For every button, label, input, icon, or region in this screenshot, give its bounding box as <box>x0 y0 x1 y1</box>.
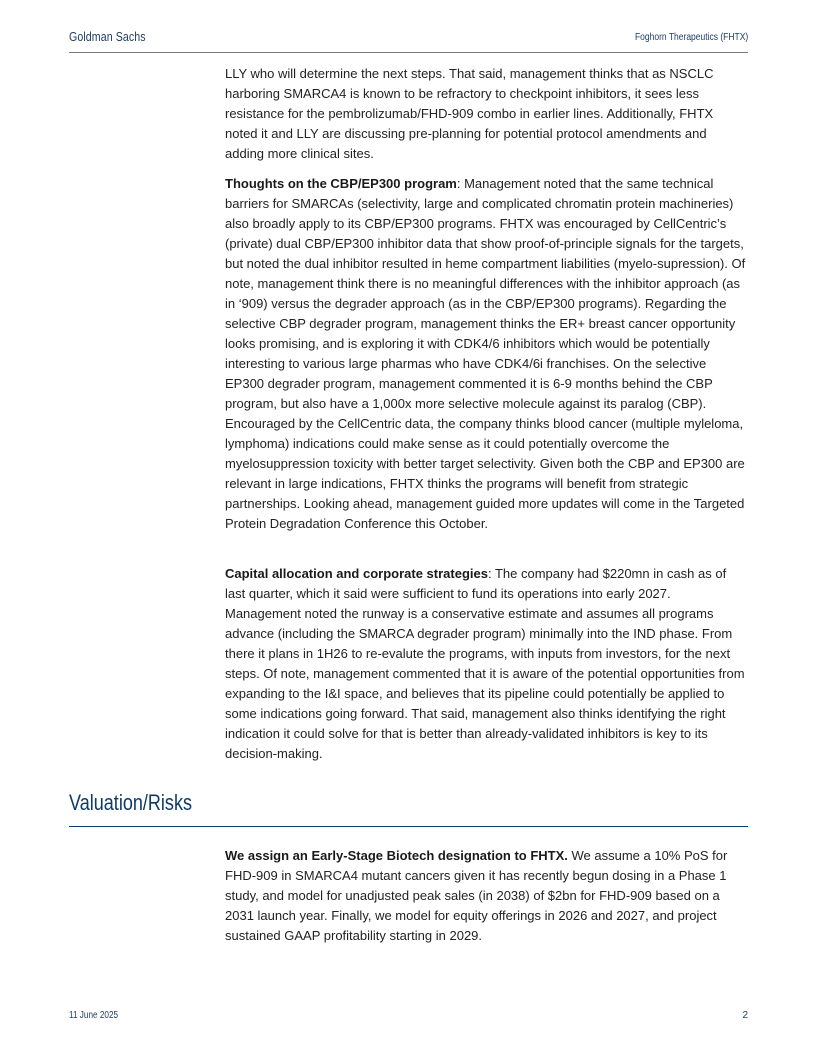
valuation-text: We assume a 10% PoS for FHD-909 in SMARCA4 mutant cancers given it has recently begun dosing in a Phase 1 study, and model for unadjusted peak sales (in 2038) of $2bn for FHD-909 based on a 2031 launch year. Finally, we model for equity offerings in 2026 and 2027, and project sustained GAAP profitability starting in 2029. <box>225 848 728 943</box>
company-ticker: Foghorn Therapeutics (FHTX) <box>634 32 748 43</box>
intro-text: LLY who will determine the next steps. That said, management thinks that as NSCLC harboring SMARCA4 is known to be refractory to checkpoint inhibitors, it sees less resistance for the pembrolizumab/FHD-909 combo in earlier lines. Additionally, FHTX noted it and LLY are discussing pre-planning for potential protocol amendments and adding more clinical sites. <box>225 66 714 161</box>
page-number: 2 <box>742 1010 748 1021</box>
footer-date: 11 June 2025 <box>69 1010 119 1021</box>
capital-paragraph <box>225 564 747 764</box>
valuation-paragraph <box>225 846 747 946</box>
cbp-lead: Thoughts on the CBP/EP300 program <box>225 176 457 191</box>
capital-text: : The company had $220mn in cash as of last quarter, which it said were sufficient to fund its operations into early 2027. Management noted the runway is a conservative estimate and assumes all programs advance (including the SMARCA degrader program) minimally into the IND phase. From there it plans in 1H26 to re-evalute the programs, with inputs from investors, for the next steps. Of note, management commented that it is aware of the potential opportunities from expanding to the I&I space, and believes that its pipeline could potentially be applied to some indications going forward. That said, management also thinks identifying the right indication it could solve for that is better than already-validated inhibitors is key to its decision-making. <box>225 566 745 761</box>
cbp-paragraph <box>225 174 747 534</box>
intro-paragraph <box>225 64 747 164</box>
valuation-lead: We assign an Early-Stage Biotech designation to FHTX. <box>225 848 568 863</box>
cbp-text: : Management noted that the same technical barriers for SMARCAs (selectivity, large and complicated chromatin protein machineries) also broadly apply to its CBP/EP300 programs. FHTX was encouraged by CellCentric’s (private) dual CBP/EP300 inhibitor data that show proof-of-principle signals for the targets, but noted the dual inhibitor resulted in heme compartment liabilities (myelo-supression). Of note, management think there is no meaningful differences with the inhibitor approach (as in ‘909) versus the degrader approach (as in the CBP/EP300 programs). Regarding the selective CBP degrader program, management thinks the ER+ breast cancer opportunity looks promising, and is exploring it with CDK4/6 inhibitors which would be potentially interesting to various large pharmas who have CDK4/6i franchises. On the selective EP300 degrader program, management commented it is 6-9 months behind the CBP program, but also have a 1,000x more selective molecule against its paralog (CBP). Encouraged by the CellCentric data, the company thinks blood cancer (multiple myleloma, lymphoma) indications could make sense as it could potentially overcome the myelosuppression toxicity with better target selectivity. Given both the CBP and EP300 are relevant in large indications, FHTX thinks the programs will benefit from strategic partnerships. Looking ahead, management guided more updates will come in the Targeted Protein Degradation Conference this October. <box>225 176 746 531</box>
section-title-valuation-risks: Valuation/Risks <box>69 790 192 815</box>
brand-name: Goldman Sachs <box>69 30 146 44</box>
section-divider <box>69 826 748 827</box>
page-header <box>69 28 748 53</box>
capital-lead: Capital allocation and corporate strategies <box>225 566 488 581</box>
